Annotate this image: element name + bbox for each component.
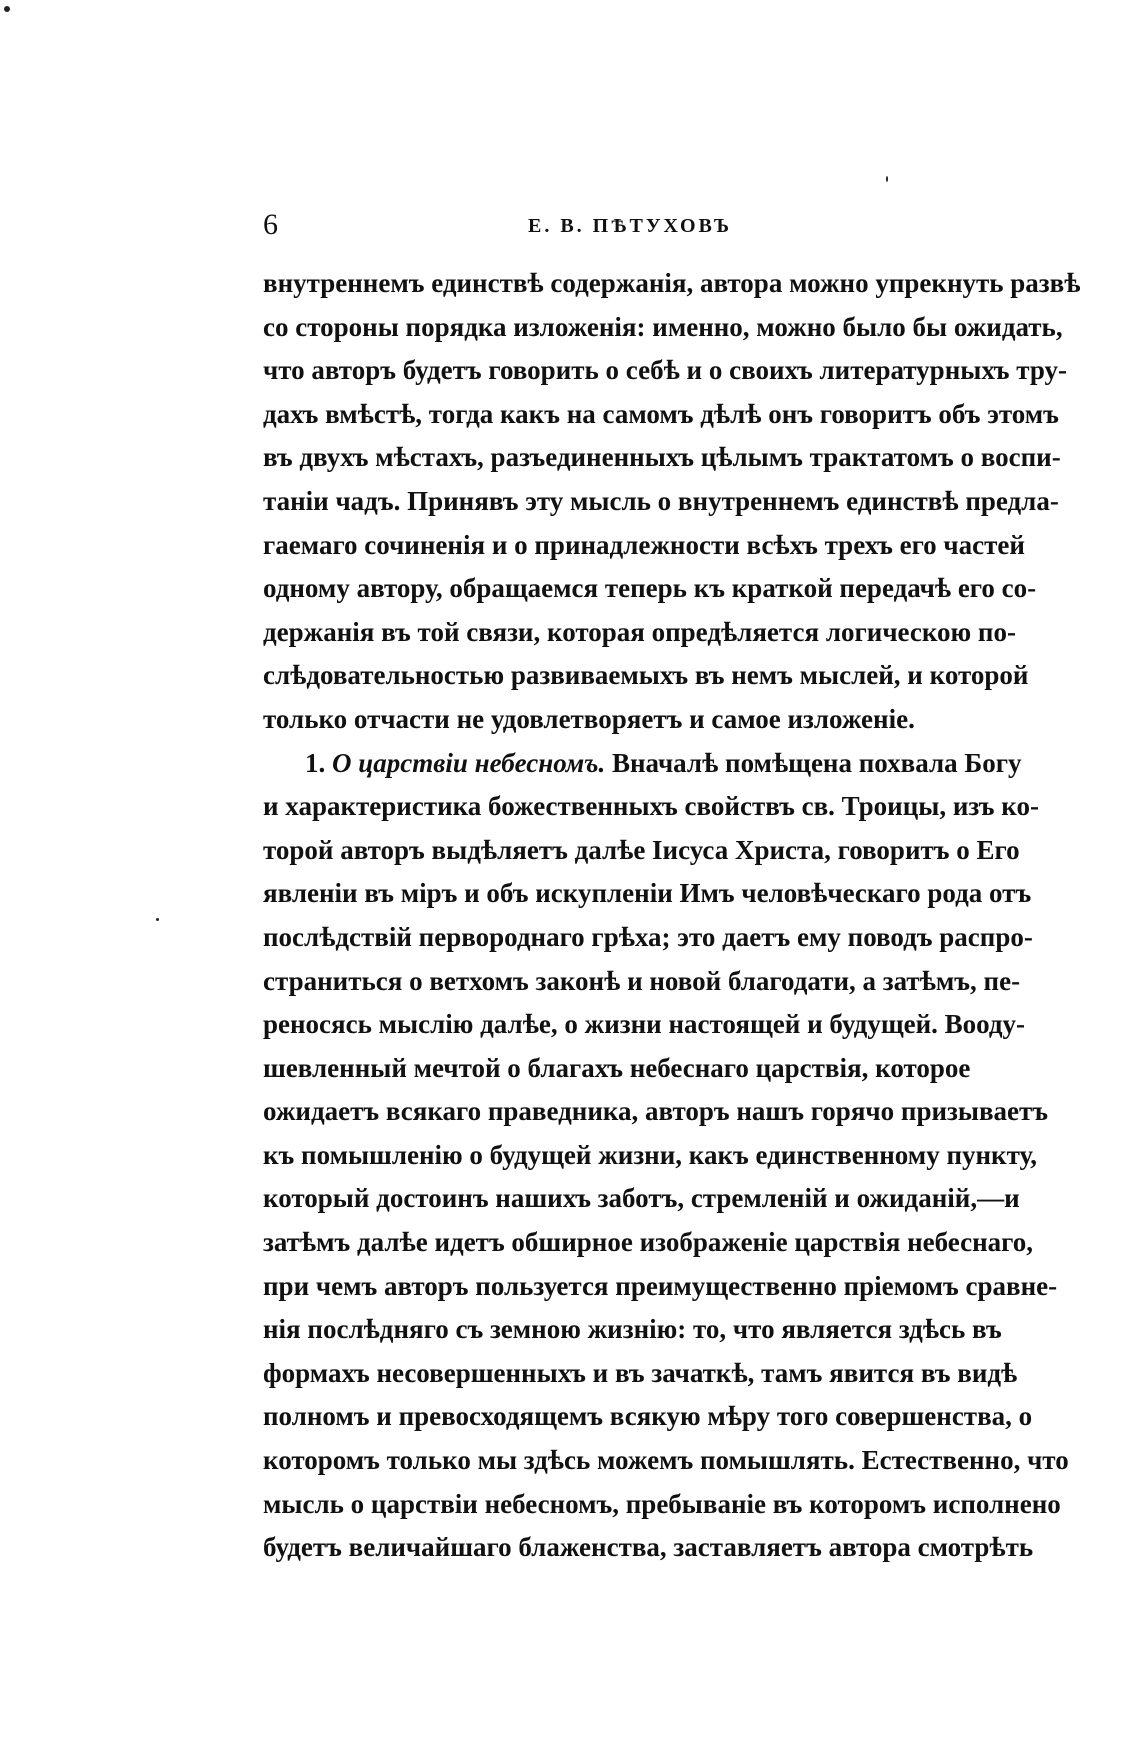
text-line: страниться о ветхомъ законѣ и новой благодати, а затѣмъ, пе-: [263, 965, 1021, 996]
paragraph: [263, 262, 1081, 742]
text-line: мысль о царствіи небесномъ, пребываніе въ которомъ исполнено: [263, 1488, 1061, 1519]
text-line: реносясь мыслію далѣе, о жизни настоящей и будущей. Вооду-: [263, 1009, 1026, 1040]
section-number: 1.: [305, 747, 326, 778]
section-lead-line: [263, 742, 1022, 786]
section-title: О царствіи небесномъ.: [332, 747, 606, 778]
page-number: 6: [263, 208, 278, 241]
text-line: нія послѣдняго съ земною жизнію: то, что является здѣсь въ: [263, 1314, 1002, 1345]
text-line: таніи чадъ. Принявъ эту мысль о внутреннемъ единствѣ предла-: [263, 485, 1059, 516]
text-line: торой авторъ выдѣляетъ далѣе Іисуса Христа, говоритъ о Его: [263, 834, 1020, 865]
page-header: [263, 205, 963, 245]
text-line: ожидаетъ всякаго праведника, авторъ нашъ горячо призываетъ: [263, 1096, 1049, 1127]
text-line: къ помышленію о будущей жизни, какъ единственному пункту,: [263, 1139, 1038, 1170]
text-line: только отчасти не удовлетворяетъ и самое изложеніе.: [263, 703, 915, 734]
text-line: затѣмъ далѣе идетъ обширное изображеніе царствія небеснаго,: [263, 1227, 1033, 1258]
text-line: что авторъ будетъ говорить о себѣ и о своихъ литературныхъ тру-: [263, 355, 1068, 386]
text-line: одному автору, обращаемся теперь къ краткой передачѣ его со-: [263, 573, 1037, 604]
text-line: которомъ только мы здѣсь можемъ помышлять. Естественно, что: [263, 1445, 1069, 1476]
paragraph: [263, 742, 1069, 1570]
text-line: держанія въ той связи, которая опредѣляется логическою по-: [263, 616, 1016, 647]
text-line: послѣдствій первороднаго грѣха; это даетъ ему поводъ распро-: [263, 921, 1033, 952]
text-line: который достоинъ нашихъ заботъ, стремленій и ожиданій,—и: [263, 1183, 1020, 1214]
text-line: при чемъ авторъ пользуется преимущественно пріемомъ сравне-: [263, 1270, 1058, 1301]
text-line: будетъ величайшаго блаженства, заставляетъ автора смотрѣть: [263, 1532, 1034, 1563]
ink-speck: [886, 176, 888, 182]
text-line: со стороны порядка изложенія: именно, можно было бы ожидать,: [263, 311, 1063, 342]
text-line: внутреннемъ единствѣ содержанія, автора можно упрекнуть развѣ: [263, 268, 1081, 298]
ink-speck: [156, 918, 159, 921]
text-line: въ двухъ мѣстахъ, разъединенныхъ цѣлымъ трактатомъ о воспи-: [263, 442, 1061, 473]
body-text: [263, 262, 1081, 1570]
running-head: Е. В. ПѢТУХОВЪ: [528, 215, 733, 237]
text-line: гаемаго сочиненія и о принадлежности всѣхъ трехъ его частей: [263, 529, 1025, 560]
text-line: шевленный мечтой о благахъ небеснаго царствія, которое: [263, 1052, 971, 1083]
text-line: явленіи въ міръ и объ искупленіи Имъ человѣческаго рода отъ: [263, 878, 1032, 909]
text-line: дахъ вмѣстѣ, тогда какъ на самомъ дѣлѣ онъ говоритъ объ этомъ: [263, 398, 1059, 429]
text-line: формахъ несовершенныхъ и въ зачаткѣ, тамъ явится въ видѣ: [263, 1357, 1018, 1388]
text-line: полномъ и превосходящемъ всякую мѣру того совершенства, о: [263, 1401, 1033, 1432]
ink-speck: [4, 6, 10, 12]
text-line: и характеристика божественныхъ свойствъ св. Троицы, изъ ко-: [263, 791, 1039, 822]
text-fragment: Вначалѣ помѣщена похвала Богу: [611, 747, 1022, 778]
text-line: слѣдовательностью развиваемыхъ въ немъ мыслей, и которой: [263, 660, 1029, 691]
